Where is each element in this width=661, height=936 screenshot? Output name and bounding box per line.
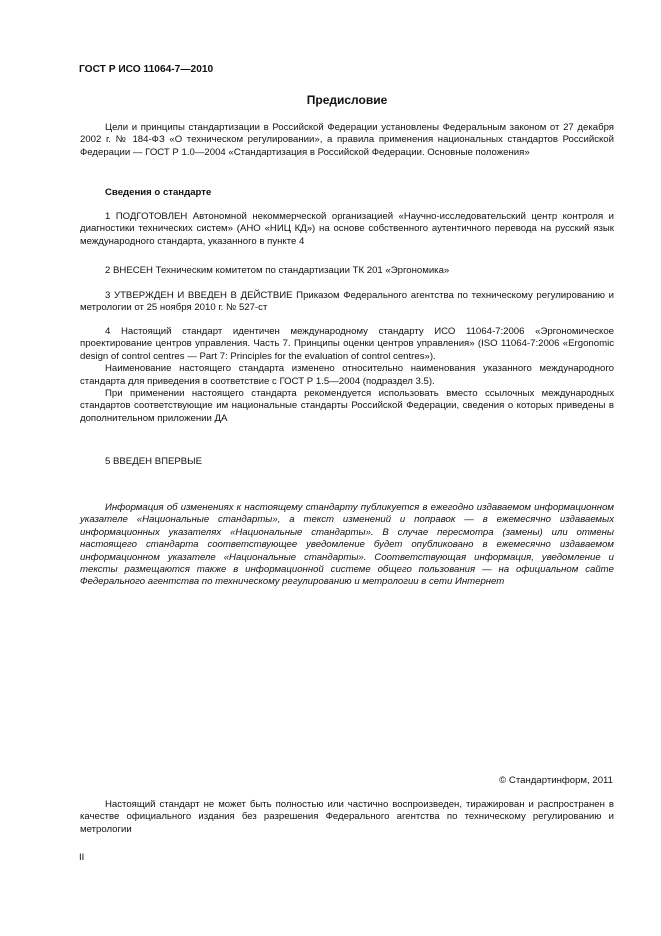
info-item-4-paragraph: При применении настоящего стандарта рекомендуется использовать вместо ссылочных международных стандартов соответствующие им национальные стандарты Российской Федерации, сведения о которых приведены в дополнительном приложении ДА bbox=[80, 388, 614, 424]
info-item-2: 2 ВНЕСЕН Техническим комитетом по стандартизации ТК 201 «Эргономика» bbox=[105, 265, 450, 276]
info-item-3: 3 УТВЕРЖДЕН И ВВЕДЕН В ДЕЙСТВИЕ Приказом Федерального агентства по техническому регулированию и метрологии от 25 ноября 2010 г. № 527-ст bbox=[80, 290, 614, 314]
info-item-5: 5 ВВЕДЕН ВПЕРВЫЕ bbox=[105, 456, 203, 467]
reproduction-notice: Настоящий стандарт не может быть полностью или частично воспроизведен, тиражирован и распространен в качестве официального издания без разрешения Федерального агентства по техническому регулированию и метрологии bbox=[80, 799, 614, 835]
document-code: ГОСТ Р ИСО 11064-7—2010 bbox=[79, 64, 214, 75]
standard-info-heading: Сведения о стандарте bbox=[105, 187, 212, 198]
info-item-4-paragraph: 4 Настоящий стандарт идентичен международному стандарту ИСО 11064-7:2006 «Эргономическое проектирование центров управления. Часть 7. Принципы оценки центров управления» (ISO 11064-7:2006 «Ergonomic design of control centres — Part 7: Principles for the evaluation of control centres»). bbox=[80, 326, 614, 362]
page-number: II bbox=[79, 852, 85, 863]
info-item-4 bbox=[80, 326, 614, 425]
copyright: © Стандартинформ, 2011 bbox=[499, 775, 613, 786]
preface-intro: Цели и принципы стандартизации в Российской Федерации установлены Федеральным законом от 27 декабря 2002 г. № 184-ФЗ «О техническом регулировании», а правила применения национальных стандартов Российской Федерации — ГОСТ Р 1.0—2004 «Стандартизация в Российской Федерации. Основные положения» bbox=[80, 122, 614, 158]
info-item-4-paragraph: Наименование настоящего стандарта изменено относительно наименования указанного международного стандарта для приведения в соответствие с ГОСТ Р 1.5—2004 (подраздел 3.5). bbox=[80, 363, 614, 387]
info-item-1: 1 ПОДГОТОВЛЕН Автономной некоммерческой организацией «Научно-исследовательский центр контроля и диагностики технических систем» (АНО «НИЦ КД») на основе собственного аутентичного перевода на русский язык международного стандарта, указанного в пункте 4 bbox=[80, 211, 614, 247]
preface-title: Предисловие bbox=[306, 93, 388, 107]
changes-information: Информация об изменениях к настоящему стандарту публикуется в ежегодно издаваемом информационном указателе «Национальные стандарты», а текст изменений и поправок — в ежемесячно издаваемых информационных указателях «Национальные стандарты». В случае пересмотра (замены) или отмены настоящего стандарта соответствующее уведомление будет опубликовано в ежемесячно издаваемом информационном указателе «Национальные стандарты». Соответствующая информация, уведомление и тексты размещаются также в информационной системе общего пользования — на официальном сайте Федерального агентства по техническому регулированию и метрологии в сети Интернет bbox=[80, 502, 614, 588]
